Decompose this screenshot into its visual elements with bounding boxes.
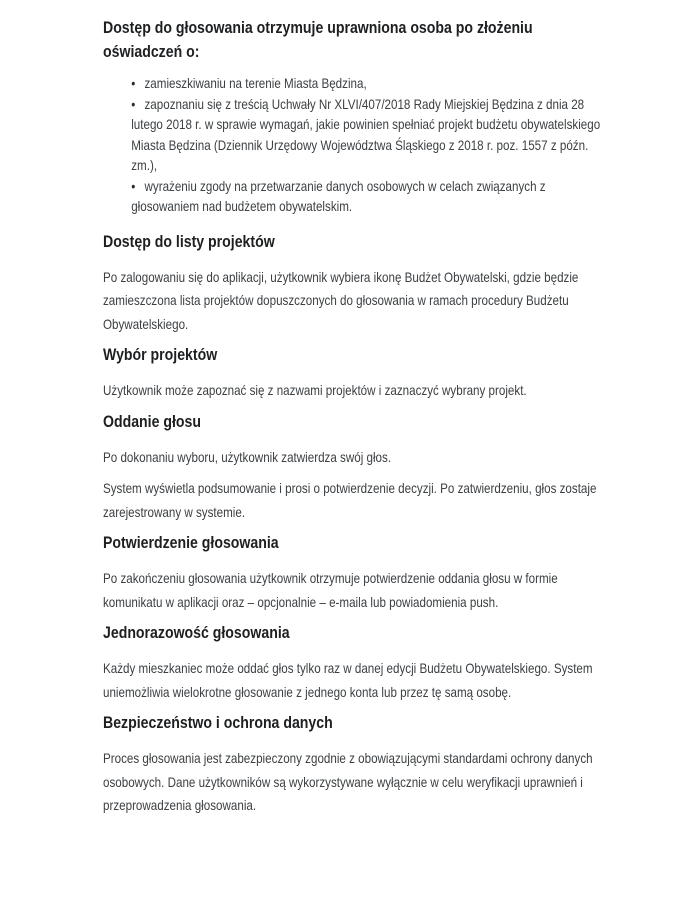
list-item bbox=[131, 94, 601, 176]
section-oddanie-glosu bbox=[103, 411, 601, 525]
bullet-icon: • bbox=[131, 95, 136, 112]
list-item bbox=[131, 176, 601, 217]
list-item bbox=[131, 73, 601, 94]
section-heading: Bezpieczeństwo i ochrona danych bbox=[103, 713, 333, 732]
section-paragraph: Każdy mieszkaniec może oddać głos tylko raz w danej edycji Budżetu Obywatelskiego. System uniemożliwia wielokrotne głosowanie z jednego konta lub przez tę samą osobę. bbox=[103, 660, 593, 700]
page-title: Dostęp do głosowania otrzymuje uprawniona osoba po złożeniu oświadczeń o: bbox=[103, 18, 533, 61]
section-heading: Potwierdzenie głosowania bbox=[103, 533, 279, 552]
section-jednorazowosc-glosowania bbox=[103, 622, 601, 704]
section-paragraph: Proces głosowania jest zabezpieczony zgodnie z obowiązującymi standardami ochrony danych osobowych. Dane użytkowników są wykorzystywane wyłącznie w celu weryfikacji uprawnień i przeprowadzenia głosowania. bbox=[103, 750, 593, 813]
section-paragraph: Po dokonaniu wyboru, użytkownik zatwierdza swój głos. bbox=[103, 448, 392, 465]
list-item-text: zapoznaniu się z treścią Uchwały Nr XLVI/407/2018 Rady Miejskiej Będzina z dnia 28 lutego 2018 r. w sprawie wymagań, jakie powinien spełniać projekt budżetu obywatelskiego Miasta Będzina (Dziennik Urzędowy Województwa Śląskiego z 2018 r. poz. 1557 z późn. zm.), bbox=[131, 95, 601, 173]
section-paragraph: System wyświetla podsumowanie i prosi o potwierdzenie decyzji. Po zatwierdzeniu, głos zostaje zarejestrowany w systemie. bbox=[103, 480, 597, 520]
section-dostep-do-listy-projektow bbox=[103, 231, 601, 337]
section-heading: Oddanie głosu bbox=[103, 411, 201, 431]
section-paragraph: Użytkownik może zapoznać się z nazwami projektów i zaznaczyć wybrany projekt. bbox=[103, 382, 527, 398]
section-heading: Wybór projektów bbox=[103, 345, 218, 364]
section-heading: Jednorazowość głosowania bbox=[103, 623, 290, 642]
section-heading: Dostęp do listy projektów bbox=[103, 231, 275, 251]
document-content bbox=[103, 16, 601, 818]
section-wybor-projektow bbox=[103, 344, 601, 403]
section-paragraph: Po zakończeniu głosowania użytkownik otrzymuje potwierdzenie oddania głosu w formie komunikatu w aplikacji oraz – opcjonalnie – e-maila lub powiadomienia push. bbox=[103, 570, 558, 610]
bullet-icon: • bbox=[131, 177, 136, 194]
section-potwierdzenie-glosowania bbox=[103, 532, 601, 614]
section-bezpieczenstwo-i-ochrona-danych bbox=[103, 712, 601, 818]
bullet-icon: • bbox=[131, 75, 136, 91]
declarations-list bbox=[103, 73, 601, 217]
list-item-text: zamieszkiwaniu na terenie Miasta Będzina, bbox=[144, 75, 367, 91]
list-item-text: wyrażeniu zgody na przetwarzanie danych osobowych w celach związanych z głosowaniem nad budżetem obywatelskim. bbox=[131, 177, 546, 214]
section-paragraph: Po zalogowaniu się do aplikacji, użytkownik wybiera ikonę Budżet Obywatelski, gdzie będzie zamieszczona lista projektów dopuszczonych do głosowania w ramach procedury Budżetu Obywatelskiego. bbox=[103, 268, 579, 332]
